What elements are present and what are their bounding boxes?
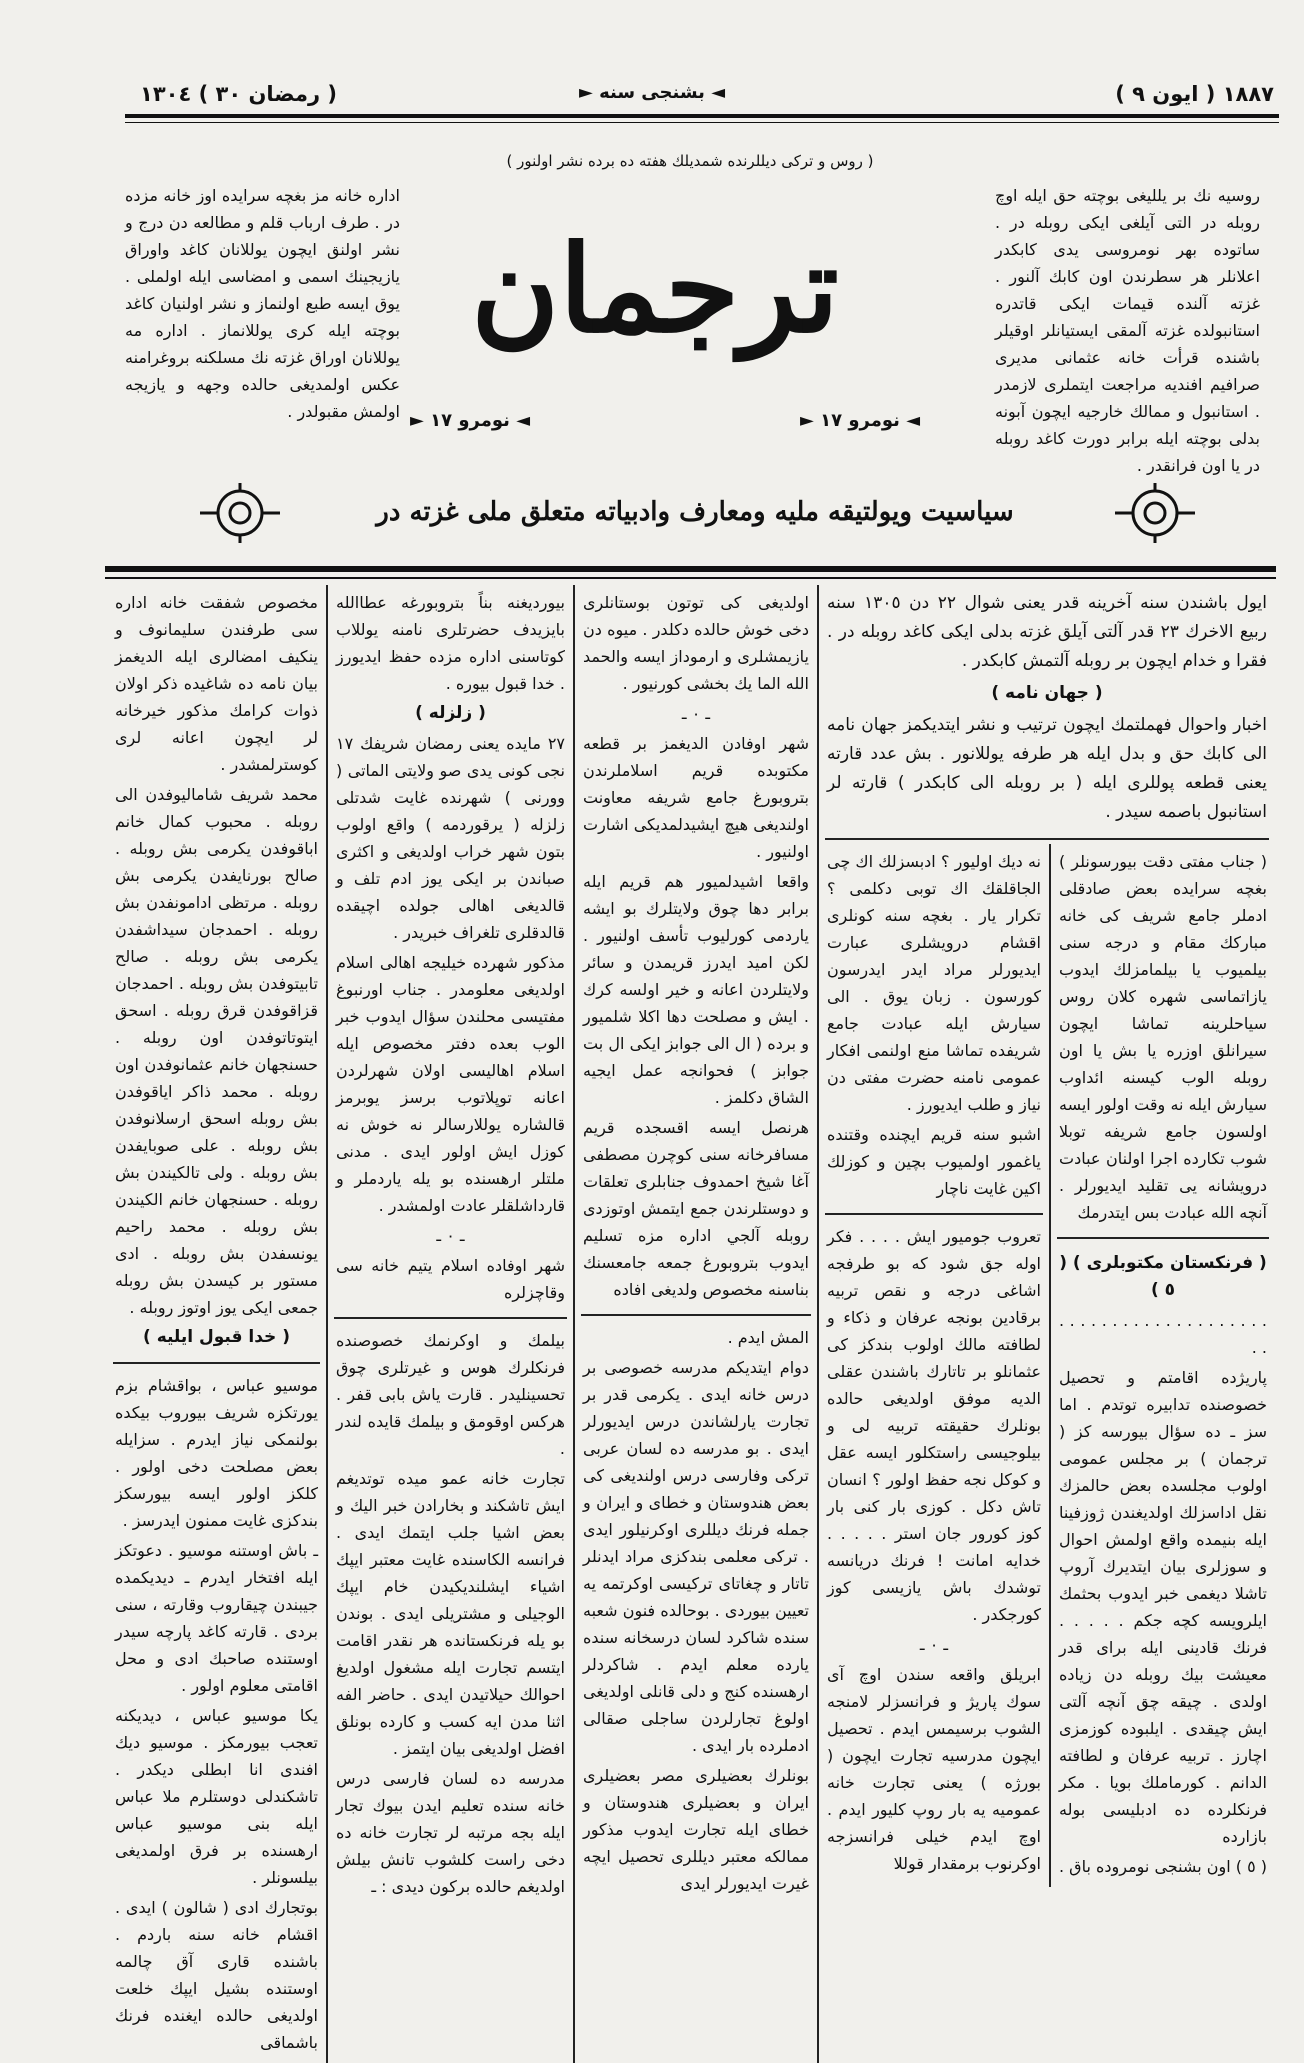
hijri-date: ( رمضان ٣٠ ) ١٣٠٤ [140, 82, 337, 106]
paragraph: المش ايدم . [727, 1328, 809, 1347]
paragraph: نه ديك اوليور ؟ ادبسزلك اك چى الجاقلقك اك توبى دكلمى ؟ تكرار يار . بغچه سنه كونلرى اقشام درويشلرى عبارت ايديورلر مراد ايدر ايدرسون كورسون . زبان يوق . الى سيارش ايله عبادت جامع شريفده تماشا منع اولنمى افكار عمومى نامنه حضرت مفتى دن نياز و طلب ايديورز . [827, 852, 1041, 1114]
paragraph: يكا موسيو عباس ، ديديكنه تعجب بيورمكز . موسيو ديك افندى انا ابطلى ديكدر . تاشكندلى دوستلرم ملا عباس ايله بنى موسيو عباس ارهسنده بر فرق اولمديغى بيلسونلر . [115, 1706, 318, 1887]
article-heading: ( خدا قبول ايليه ) [143, 1327, 290, 1347]
column-c [575, 585, 817, 2063]
columns-area [105, 585, 1275, 2063]
section-divider [334, 1317, 567, 1319]
paragraph: اخبار واحوال فهملتمك ايچون ترتيب و نشر ايتديكمز جهان نامه الى كابك حق و بدل ايله هر طرفه يوللانور . بش عدد قارته يعنى قطعه پوللرى ايله ( بر روبله الى كابكدر ) قارته لر استانبول باصمه سيدر . [827, 715, 1267, 822]
right-ornament-icon [1110, 478, 1200, 548]
paragraph: پاريژده اقامتم و تحصيل خصوصنده تدابيره توتدم . اما سز ـ ده سؤال بيورسه كز ( ترجمان ) بر مجلس عمومى اولوب مجلسده بعض حالمزك نقل اداسزلك اولديغندن ژوزفينا ايله بنيمده واقع اولمش احوال و سوزلرى بيان ايتديرك آروپ تاشلا ديغمى خبر ايدوب بحثمك ايلرويسه كچه جكم . . . . . فرنك قادينى ايله براى قدر معيشت بيك روبله دن زياده اولدى . چيقه چق آنچه آلتى ايش چيقدى . ايلبوده كوزمزى اچارز . تربيه عرفان و لطافته الدانم . كورماملك بويا . مكر فرنكلرده ده ادبليسى بوله بازارده [1059, 1368, 1267, 1846]
paragraph: ـ باش اوستنه موسيو . دعوتكز ايله افتخار ايدرم ـ ديديكمده جيبندن چيقاروب وقارته ، سنى بردى . قارته كاغد پارچه سيدر اوستنده صاحبك ادى و محل اقامتى معلوم اولور . [115, 1541, 318, 1695]
paragraph: شهر اوفادن الديغمز بر قطعه مكتوبده قريم اسلاملرندن بتروبورغ جامع شريفه معاونت اولنديغى هيچ ايشيدلمديكى اشارت اولنيور . [583, 734, 809, 861]
paragraph: شهر اوفاده اسلام يتيم خانه سى وقاچزلره [336, 1256, 565, 1302]
column-e [1051, 844, 1275, 1887]
paragraph: بونلرك بعضيلرى مصر بعضيلرى ايران و بعضيلرى هندوستان و خطاى ايله تجارت ايدوب مذكور ممالكه معتبر ديللرى تحصيل ايچه غيرت ايديورلر ايدى [583, 1766, 809, 1893]
paragraph: واقعا اشيدلميور هم قريم ايله برابر دها چوق ولايتلرك بو ايشه ياردمى كورليوب تأسف اولنيور . لكن اميد ايدرز قريمدن و سائر ولايتلردن اعانه و خير اولسه كرك . ايش و مصلحت دها اكلا شلميور و برده ( ال الى جوابز ايكى ال بت جوابز ) فحوانجه عمل ايجيه الشاق دكلمز . [583, 872, 809, 1107]
masthead-rule-thin [125, 122, 1279, 123]
subscription-info: روسيه نك بر يلليغى بوچته حق ايله اوچ روبله در التى آيلغى ايكى روبله در . ساتوده بهر نومروسى يدى كابكدر اعلانلر هر سطرندن اون كابك آلنور . غزته آلنده قيمات ايكى قاتدره استانبولده غزته آلمقى ايستيانلر اوقيلر باشنده قرأت خانه عثمانى مديرى صرافيم افنديه مراجعت ايتملرى لازمدر . استانبول و ممالك خارجيه ايچون آبونه بدلى بوچته ايله برابر دورت كاغد روبله در يا اون فرانقدر . [995, 186, 1260, 475]
article-europe-letters-5 [107, 1368, 326, 2063]
article-europe-letters-3 [575, 1320, 817, 1904]
article-europe-letters-2 [819, 1219, 1049, 1884]
top-thin-rule [105, 577, 1276, 579]
paragraph: محمد شريف شاماليوفدن الى روبله . محبوب كمال خانم اباقوفدن يكرمى بش روبله . صالح بورنايفدن يكرمى بش روبله . مرتظى ادامونفدن بش روبله . احمدجان سيداشفدن يكرمى بش روبله . صالح تابيتوفدن بش روبله . احمدجان قزاقوفدن قرق روبله . اسحق ايتوتاتوفدن اون روبله . حسنجهان خانم عثمانوفدن اون روبله . محمد ذاكر اياقوفدن بش روبله اسحق ارسلانوفدن بش روبله . على صوبايفدن بش روبله . ولى تالكيندن بش روبله . حسنجهان خانم الكيندن بش روبله . محمد راحيم يونسفدن بش روبله . ادى مستور بر كيسدن بش روبله جمعى ايكى يوز اوتوز روبله . [115, 785, 318, 1317]
article-heading: ( زلزله ) [415, 703, 486, 723]
left-ornament-icon [195, 478, 285, 548]
year-label: بشنجى سنه [599, 82, 705, 103]
paragraph: موسيو عباس ، بواقشام بزم يورتكزه شريف بيوروب بيكده بولنمكى نياز ايدرم . سزايله بعض مصلحت دخى اولور . كلكز اولور ايسه بيورسكز بندكزى غايت ممنون ايدرسز . [115, 1376, 318, 1530]
paragraph: بيلمك و اوكرنمك خصوصنده فرنكلرك هوس و غيرتلرى چوق تحسينليدر . قارت ياش بابى قفر . هركس اوقومق و بيلمك قايده لندر . [336, 1331, 565, 1458]
column-d [819, 844, 1049, 1887]
article-earthquake [328, 585, 573, 1313]
column-b [328, 585, 573, 2063]
paragraph: مخصوص شفقت خانه اداره سى طرفندن سليمانوف و ينكيف امضالرى ايله الديغمز بيان نامه ده شاغيده ذكر اولان ذوات كرامك مذكور خيرخانه لر ايچون اعانه لرى كوسترلمشدر . [115, 593, 318, 774]
separator: ـ ٠ ـ [436, 1226, 465, 1245]
column-a [107, 585, 326, 2063]
paragraph: مدرسه ده لسان فارسى درس خانه سنده تعليم ايدن بيوك تجار ايله بجه مرتبه لر تجارت خانه ده دخى راست كلشوب تانش بيلش اولديغم حالده بركون ديدى : ـ [336, 1769, 565, 1896]
paragraph: ( جناب مفتى دقت بيورسونلر ) بغچه سرايده بعض صادقلى ادملر جامع شريف كى خانه مباركك مقام و درجه سنى بيلميوب يا بيلمامزلك ايدوب يازاتماسى شهره كلان روس سياحلرينه تماشا ايچون سيرانلق اوزره يا بش يا اون روبله الوب كيسنه ائداوب سيارش ايله نه وقت اولور ايسه اولسون جامع شريفه توبلا شوب تكارده اجرا اولنان عبادت درويشانه يى تقليد ايديورلر . آنچه الله عبادت بس ايتدرمك [1059, 852, 1267, 1222]
gregorian-date: ١٨٨٧ ( ايون ٩ ) [1115, 82, 1274, 106]
paragraph: ( ٥ ) اون بشنجى نومروده باق . [1059, 1857, 1267, 1876]
article-heading: ( فرنكستان مكتوبلرى ) ( ٥ ) [1059, 1253, 1267, 1300]
volume-year: ◄ بشنجى سنه ► [578, 82, 726, 103]
masthead-rule [125, 114, 1279, 118]
paragraph: . . . . . . . . . . . . . . . . . . . . . . [1059, 1311, 1267, 1357]
paragraph: بيورديغنه بناً بتروبورغه عطاالله بايزيدف حضرتلرى نامنه يوللاب كوتاسنى اداره مزده حفظ ايديورز . خدا قبول بيوره . [336, 593, 565, 693]
paragraph: ايول باشندن سنه آخرينه قدر يعنى شوال ٢٢ دن ١٣٠٥ سنه ربيع الاخرك ٢٣ قدر آلتى آيلق غزته بدلى ايكى كاغد روبله در . فقرا و خدام ايچون بر روبله آلتمش كابكدر . [827, 593, 1267, 671]
paragraph: مذكور شهرده خيليجه اهالى اسلام اولديغى معلومدر . جناب اورنبوغ مفتيسى محلندن سؤال ايدوب خبر الوب بعده دفتر مخصوص ايله اسلام اهاليسى اولان شهرلردن اعانه توپلاتوب برسز يوبرمز قالشاره يوللارسالر نه خوش نه كوزل ايش اولور ايدى . مدنى ملتلر ارهسنده بو يله ياردملر و قارداشلقلر عادت اولمشدر . [336, 953, 565, 1215]
right-double-column [819, 585, 1275, 2063]
article-crimea [575, 585, 817, 1310]
issue-number-right: ◄ نومرو ١٧ ► [800, 410, 921, 431]
article-mufti-cont [819, 844, 1049, 1209]
paragraph: اشبو سنه قريم ايچنده وقتنده ياغمور اولميوب بچين و كوزلك اكين غايت ناچار [827, 1125, 1041, 1198]
section-divider [825, 1213, 1043, 1215]
paragraph: تعروب جوميور ايش . . . . فكر اوله جق شود كه بو طرفجه اشاغى درجه و نقص تربيه برقادين بونجه عرفان و ذكاء و لطافته مالك اولوب بندكز كى عثمانلو بر تاتارك باشندن عقلى الديه موفق اولديغى حالده بونلرك حقيقته تربيه لى و بيلوجيسى راستكلور ايسه عقل و كوكل نجه حفظ اولور ؟ انسان تاش دكل . كوزى بار كنى بار كوز كورور جان استر . . . . . خدايه امانت ! فرنك دريانسه توشدك باش يازيسى كوز كورجكدر . [827, 1227, 1041, 1624]
paragraph: دوام ايتديكم مدرسه خصوصى بر درس خانه ايدى . يكرمى قدر بر تجارت يارلشاندن درس ايديورلر ايدى . بو مدرسه ده لسان عربى تركى وفارسى درس اولنديغى كى بعض هندوستان و خطاى و ايران و جمله فرنك ديللرى اوكرنيلور ايدى . تركى معلمى بندكزى مراد ايدنلر تاتار و چغاتاى تركيسى اوكرتمه يه تعيين بيوردى . بوحالده فنون شعبه سنده شاكرد لسان درسخانه سنده يارده معلم ايدم . شاكردلر ارهسنده كنج و دلى قانلى اولديغى اولوغ تجارلردن ساجلى صقالى ادملرده بار ايدى . [583, 1358, 809, 1755]
newspaper-title: ترجمان [471, 219, 839, 360]
article-donations [107, 585, 326, 1358]
section-divider [1057, 1237, 1269, 1239]
paragraph: هرنصل ايسه اقسجده قريم مسافرخانه سنى كوچرن مصطفى آغا شيخ احمدوف جنابلرى تعلقات و دوستلرندن جمع ايتمش اوتوزدى روبله آلجي اداره مزه تسليم ايدوب بتروبورغ جمعه جامعسنك بناسنه مخصوص ولديغى افاده [583, 1118, 809, 1299]
right-subcolumns [819, 844, 1275, 1887]
motto: ( روس و تركى ديللرنده شمديلك هفته ده برده نشر اولنور ) [506, 152, 874, 170]
separator: ـ ٠ ـ [681, 704, 711, 723]
article-europe-letters [1051, 1243, 1275, 1887]
editorial-info: اداره خانه مز بغچه سرايده اوز خانه مزده در . طرف ارباب قلم و مطالعه دن درج و نشر اولنق ايچون يوللانان كاغد واوراق يازيجينك اسمى و امضاسى ايله اولملى . يوق ايسه طبع اولنماز و نشر اولنيان كاغد بوچته ايله كرى يوللانماز . اداره مه يوللانان اوراق غزته نك مسلكنه بروغرامنه عكس اولمديغى حالده وجهه و يازيجه اولمش مقبولدر . [125, 186, 400, 421]
section-divider [825, 838, 1269, 840]
section-divider [113, 1362, 320, 1364]
article-subscription [819, 585, 1275, 834]
article-heading: ( جهان نامه ) [991, 683, 1103, 703]
article-europe-letters-4 [328, 1323, 573, 1907]
issue-number-left: ◄ نومرو ١٧ ► [410, 410, 531, 431]
subtitle: سياسيت ويولتيقه مليه ومعارف وادبياته متعلق ملى غزته در [376, 497, 1014, 527]
paragraph: تجارت خانه عمو ميده توتديغم ايش تاشكند و بخارادن خبر اليك و بعض اشيا جلب ايتمك ايدى . فرانسه الكاسنده غايت معتبر ايپك اشياء ايشلنديكيدن خام ايپك الوجيلى و مشتريلى ايدى . بوندن بو يله فرنكستانده هر نقدر اقامت ايتسم تجارت ايله مشغول اولديغ احوالك حيلاتيدن ايدى . حاضر الفه اثنا مدن ايه كسب و كارده بونلق افضل اولديغى بيان ايتمز . [336, 1469, 565, 1758]
top-thick-rule [105, 566, 1276, 572]
paragraph: بوتجارك ادى ( شالون ) ايدى . اقشام خانه سنه باردم . باشنده قارى آق چالمه اوستنده بشيل ايپك خلعت اولديغى حالده ايغنده فرنك باشماقى [115, 1898, 318, 2052]
section-divider [581, 1314, 811, 1316]
paragraph: اولديغى كى توتون بوستانلرى دخى خوش حالده دكلدر . ميوه دن يازيمشلرى و ارموداز ايسه والحمد الله الما يك بخشى كورنيور . [583, 593, 809, 693]
separator: ـ ٠ ـ [919, 1635, 949, 1654]
article-mufti [1051, 844, 1275, 1233]
paragraph: ابريلق واقعه سندن اوچ آى سوك پاريژ و فرانسزلر لامنجه الشوب برسيمس ايدم . تحصيل ايچون مدرسيه تجارت ايچون ( بورژه ) يعنى تجارت خانه عموميه يه بار روپ كليور ايدم . اوچ ايدم خيلى فرانسزجه اوكرنوب برمقدار قوللا [827, 1665, 1041, 1873]
paragraph: ٢٧ مايده يعنى رمضان شريفك ١٧ نجى كونى يدى صو ولايتى الماتى ( وورنى ) شهرنده غايت شدتلى زلزله ( يرقوردمه ) واقع اولوب بتون شهر خراب اولديغى و اكثرى صباندن بر ايكى يوز ادم تلف و قالديغى اهالى جولده اچيقده قالدقلرى تلغراف خبريدر . [336, 734, 565, 942]
